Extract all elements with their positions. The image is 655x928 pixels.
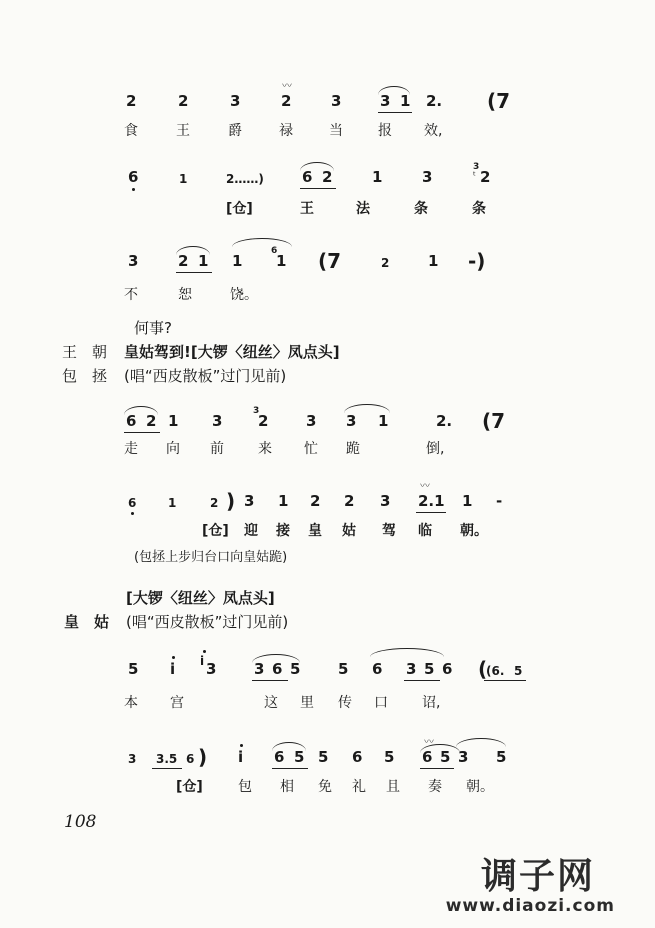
lyric-char: 跪 (346, 441, 360, 457)
note: 2. (426, 92, 443, 110)
note: 6 (272, 660, 283, 678)
grace-note: 3 (253, 406, 260, 416)
note: 1 (278, 492, 289, 510)
note: 3 (254, 660, 265, 678)
note: 5 (514, 664, 523, 678)
note: 3 (212, 412, 223, 430)
note: 3 (244, 492, 255, 510)
lyric-char: 饶。 (230, 287, 258, 303)
note: 2 (178, 92, 189, 110)
notation-line-6 (0, 654, 655, 682)
lyric-char: 临 (418, 523, 432, 539)
lyric-char: 这 (264, 695, 278, 711)
note: 6 (186, 752, 195, 766)
note: 3 (380, 492, 391, 510)
lyric-char: 姑 (342, 523, 356, 539)
lyric-char: 向 (166, 441, 180, 457)
lyric-char: 朝。 (460, 523, 488, 539)
stage-direction: (唱“西皮散板”过门见前) (126, 613, 289, 631)
slur (456, 738, 506, 747)
octave-dot (172, 656, 175, 659)
lyric-char: 食 (124, 123, 138, 139)
note: 3 (206, 660, 217, 678)
lyric-line-3 (0, 286, 655, 308)
speaker-name: 包 拯 (62, 367, 108, 385)
notation-line-2 (0, 162, 655, 190)
notation-paren: ) (198, 745, 208, 769)
underline-beam (152, 768, 182, 769)
note: 2 (281, 92, 292, 110)
notation-paren: (7 (318, 249, 342, 273)
notation-paren: (7 (487, 89, 511, 113)
page-number: 108 (64, 812, 97, 832)
underline-beam (420, 768, 454, 769)
underline-beam (416, 512, 446, 513)
grace-note: 3 (473, 162, 480, 172)
dialogue-line: 何事? (134, 319, 172, 337)
lyric-char: 禄 (279, 123, 293, 139)
note: 1 (276, 252, 287, 270)
note: 3 (306, 412, 317, 430)
lyric-line-6 (0, 694, 655, 716)
watermark-logo: 调子网 (480, 856, 595, 897)
lyric-char: 条 (414, 201, 428, 217)
note: 6 (302, 168, 313, 186)
note: 2 (146, 412, 157, 430)
trill-mark: 〰 (282, 81, 292, 92)
note: 5 (496, 748, 507, 766)
lyric-char: 条 (472, 201, 486, 217)
underline-beam (378, 112, 412, 113)
octave-dot (240, 744, 243, 747)
octave-dot (131, 512, 134, 515)
note: 1 (462, 492, 473, 510)
note: 6 (128, 496, 137, 510)
lyric-char: 忙 (304, 441, 318, 457)
underline-beam (252, 680, 288, 681)
lyric-char: 本 (124, 695, 138, 711)
lyric-char: 礼 (352, 779, 366, 795)
lyric-char: 走 (124, 441, 138, 457)
lyric-line-5 (0, 522, 655, 544)
note: 1 (168, 412, 179, 430)
note: 6 (274, 748, 285, 766)
lyric-char: 接 (276, 523, 290, 539)
grace-note: 6 (271, 246, 278, 256)
lyric-line-1 (0, 122, 655, 144)
note: 2 (322, 168, 333, 186)
note: 5 (424, 660, 435, 678)
lyric-char: 里 (300, 695, 314, 711)
trill-mark: 〰 (420, 481, 430, 492)
lyric-char: 爵 (228, 123, 242, 139)
lyric-char: 倒, (426, 441, 445, 457)
lyric-char: 来 (258, 441, 272, 457)
lyric-line-7 (0, 778, 655, 800)
note: 1 (400, 92, 411, 110)
note: 3 (128, 752, 137, 766)
note: 3 (128, 252, 139, 270)
notation-line-1 (0, 81, 655, 114)
lyric-char: 免 (318, 779, 332, 795)
note: 1 (232, 252, 243, 270)
note: (6. (486, 664, 505, 678)
percussion-cue: [仓] (202, 523, 229, 539)
note: 2 (178, 252, 189, 270)
lyric-char: 且 (386, 779, 400, 795)
note: 5 (318, 748, 329, 766)
note: 6 (422, 748, 433, 766)
lyric-char: 报 (378, 123, 392, 139)
lyric-char: 相 (280, 779, 294, 795)
note: 6 (352, 748, 363, 766)
note: 2. (436, 412, 453, 430)
note: 2 (381, 256, 390, 270)
trill-mark: 〰 (424, 737, 434, 748)
note: 1 (179, 172, 188, 186)
lyric-char: 皇 (308, 523, 322, 539)
note: 5 (440, 748, 451, 766)
notation-line-3 (0, 246, 655, 274)
note: 6 (126, 412, 137, 430)
note: 2……) (226, 172, 264, 186)
note: 2.1 (418, 492, 445, 510)
lyric-char: 当 (329, 123, 343, 139)
octave-dot (132, 188, 135, 191)
speaker-name: 王 朝 (62, 343, 108, 361)
note: 5 (128, 660, 139, 678)
underline-beam (176, 272, 212, 273)
note: i (200, 654, 205, 668)
note: 3 (346, 412, 357, 430)
lyric-line-2 (0, 200, 655, 222)
note: 5 (290, 660, 301, 678)
lyric-char: 前 (210, 441, 224, 457)
note: - (496, 492, 503, 510)
slur (370, 648, 444, 657)
lyric-char: 宫 (170, 695, 184, 711)
note: 3 (331, 92, 342, 110)
note: 3 (380, 92, 391, 110)
lyric-char: 包 (238, 779, 252, 795)
note: 6 (372, 660, 383, 678)
note: 1 (428, 252, 439, 270)
note: 1 (372, 168, 383, 186)
note: 2 (344, 492, 355, 510)
lyric-char: 迎 (244, 523, 258, 539)
notation-line-4 (0, 406, 655, 434)
note: 2 (126, 92, 137, 110)
note: 1 (198, 252, 209, 270)
turn-mark: ᵗ (473, 171, 476, 182)
underline-beam (484, 680, 526, 681)
note: 3.5 (156, 752, 178, 766)
note: 3 (458, 748, 469, 766)
notation-paren: (7 (482, 409, 506, 433)
underline-beam (300, 188, 336, 189)
note: 6 (128, 168, 139, 186)
underline-beam (404, 680, 440, 681)
dialogue-text: 皇姑驾到![大锣〈纽丝〉凤点头] (124, 343, 340, 361)
notation-line-5 (0, 481, 655, 514)
note: 2 (480, 168, 491, 186)
underline-beam (124, 432, 160, 433)
lyric-char: 王 (176, 123, 190, 139)
note: 2 (258, 412, 269, 430)
note: i (238, 748, 244, 766)
note: 6 (442, 660, 453, 678)
notation-paren: -) (468, 249, 486, 273)
lyric-char: 奏 (428, 779, 442, 795)
notation-paren: ) (226, 489, 236, 513)
lyric-char: 朝。 (466, 779, 494, 795)
notation-line-7 (0, 737, 655, 770)
lyric-line-4 (0, 440, 655, 462)
note: 3 (230, 92, 241, 110)
watermark-url: www.diaozi.com (445, 896, 615, 916)
note: 3 (406, 660, 417, 678)
note: 5 (384, 748, 395, 766)
lyric-char: 恕 (178, 287, 192, 303)
slur (232, 238, 292, 247)
note: 5 (294, 748, 305, 766)
lyric-char: 法 (356, 201, 370, 217)
lyric-char: 不 (124, 287, 138, 303)
lyric-char: 传 (338, 695, 352, 711)
stage-direction: (唱“西皮散板”过门见前) (124, 367, 287, 385)
percussion-cue: [仓] (176, 779, 203, 795)
percussion-cue: [大锣〈纽丝〉凤点头] (126, 589, 275, 607)
percussion-cue: [仓] (226, 201, 253, 217)
note: 1 (168, 496, 177, 510)
lyric-char: 王 (300, 201, 314, 217)
note: 2 (210, 496, 219, 510)
speaker-name: 皇 姑 (64, 613, 110, 631)
note: 5 (338, 660, 349, 678)
stage-direction: (包拯上步归台口向皇姑跪) (134, 550, 288, 565)
underline-beam (272, 768, 308, 769)
note: 1 (378, 412, 389, 430)
note: 2 (310, 492, 321, 510)
lyric-char: 驾 (382, 523, 396, 539)
note: 3 (422, 168, 433, 186)
lyric-char: 口 (374, 695, 388, 711)
lyric-char: 诏, (422, 695, 441, 711)
notation-paren: ( (478, 657, 488, 681)
lyric-char: 效, (424, 123, 443, 139)
note: i (170, 660, 176, 678)
